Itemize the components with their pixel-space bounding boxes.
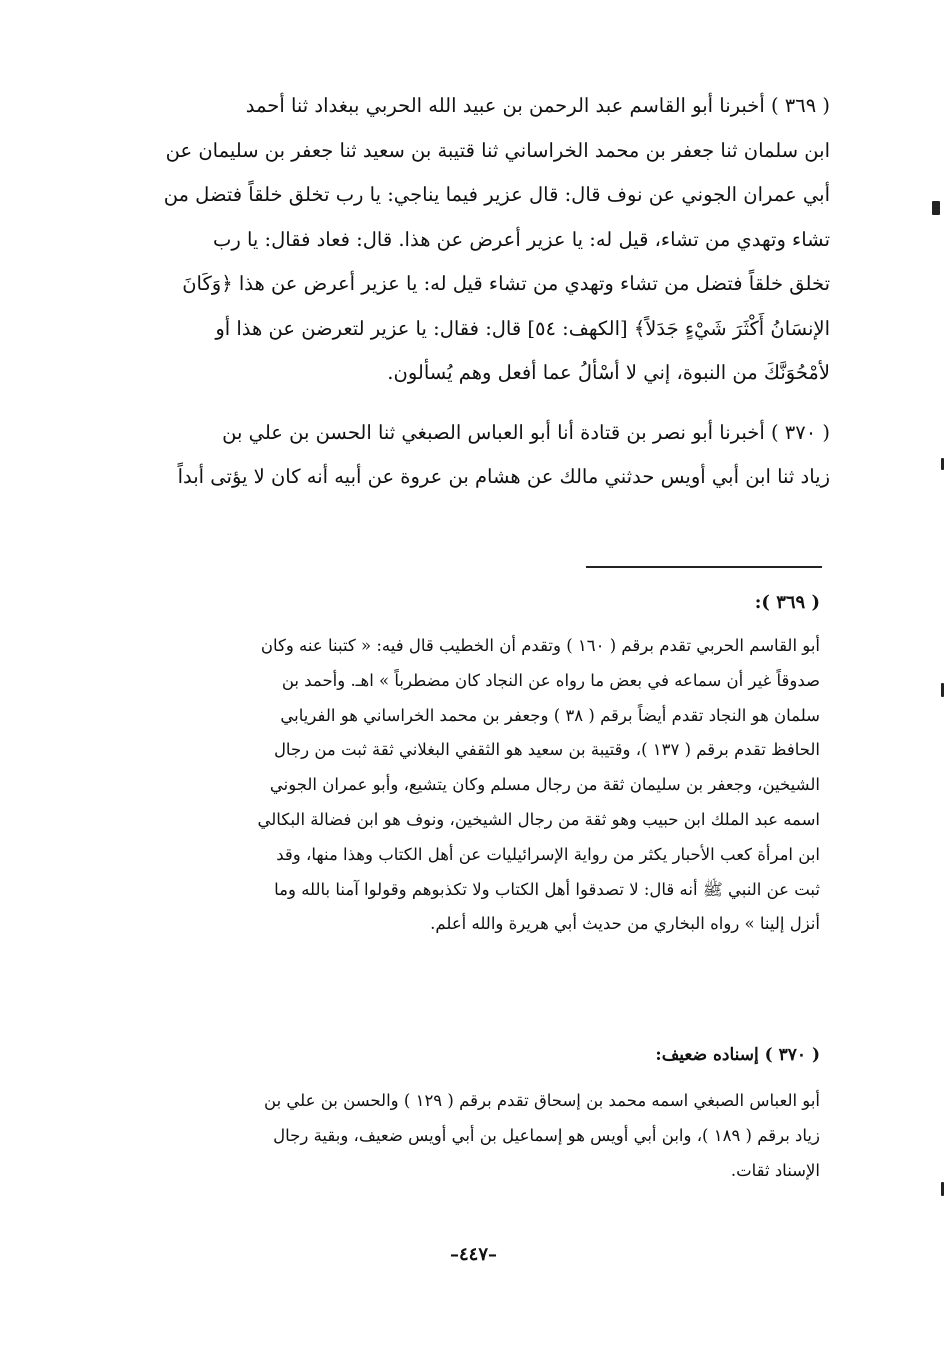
scan-mark [941, 683, 944, 697]
scan-mark [932, 201, 940, 215]
text-line: تشاء وتهدي من تشاء، قيل له: يا عزير أعرض عن هذا. قال: فعاد فقال: يا رب [212, 227, 830, 251]
footnote-line: أنزل إلينا » رواه البخاري من حديث أبي هريرة والله أعلم. [430, 914, 820, 934]
footnote-370 [110, 1084, 820, 1188]
text-line: لأمْحُوَنَّكَ من النبوة، إني لا أسْألُ عما أفعل وهم يُسألون. [387, 361, 830, 384]
footnote-heading-369: ( ٣٦٩ ): [754, 592, 820, 613]
footnote-line: زياد برقم ( ١٨٩ )، وابن أبي أويس هو إسماعيل بن أبي أويس ضعيف، وبقية رجال [273, 1125, 820, 1145]
footnote-line: ثبت عن النبي ﷺ أنه قال: لا تصدقوا أهل الكتاب ولا تكذبوهم وقولوا آمنا بالله وما [274, 879, 820, 899]
footnote-heading-370: ( ٣٧٠ ) إسناده ضعيف: [655, 1045, 820, 1065]
text-line: ابن سلمان ثنا جعفر بن محمد الخراساني ثنا قتيبة بن سعيد ثنا جعفر بن سليمان عن [165, 138, 830, 162]
footnote-line: الشيخين، وجعفر بن سليمان ثقة من رجال مسلم وكان يتشيع، وأبو عمران الجوني [269, 775, 820, 795]
scan-mark [941, 1182, 944, 1196]
text-line: زياد ثنا ابن أبي أويس حدثني مالك عن هشام بن عروة عن أبيه أنه كان لا يؤتى أبداً [177, 465, 830, 488]
footnote-line: الإسناد ثقات. [730, 1160, 820, 1180]
footnote-line: الحافظ تقدم برقم ( ١٣٧ )، وقتيبة بن سعيد هو الثقفي البغلاني ثقة ثبت من رجال [273, 740, 820, 760]
text-line: الإنسَانُ أَكْثَرَ شَيْءٍ جَدَلاً﴾ [الكهف: ٥٤] قال: فقال: يا عزير لتعرضن عن هذا أو [215, 316, 830, 340]
footnote-line: صدوقاً غير أن سماعه في بعض ما رواه عن النجاد كان مضطرباً » اهـ. وأحمد بن [281, 670, 820, 690]
footnote-369 [110, 629, 820, 942]
footnote-line: ابن امرأة كعب الأحبار يكثر من رواية الإسرائيليات عن أهل الكتاب وهذا منها، وقد [276, 844, 820, 864]
footnote-line: سلمان هو النجاد تقدم أيضاً برقم ( ٣٨ ) وجعفر بن محمد الخراساني هو الفريابي [280, 705, 820, 725]
hadith-370 [110, 411, 830, 500]
text-line: ( ٣٦٩ ) أخبرنا أبو القاسم عبد الرحمن بن عبيد الله الحربي ببغداد ثنا أحمد [245, 94, 830, 117]
hadith-369 [110, 84, 830, 396]
footnote-line: اسمه عبد الملك ابن حبيب وهو ثقة من رجال الشيخين، ونوف هو ابن فضالة البكالي [257, 809, 820, 829]
footnote-line: أبو العباس الصبغي اسمه محمد بن إسحاق تقدم برقم ( ١٢٩ ) والحسن بن علي بن [264, 1091, 820, 1110]
footnote-line: أبو القاسم الحربي تقدم برقم ( ١٦٠ ) وتقدم أن الخطيب قال فيه: « كتبنا عنه وكان [260, 636, 820, 655]
footnote-divider [586, 566, 822, 568]
scan-mark [941, 458, 944, 470]
text-line: ( ٣٧٠ ) أخبرنا أبو نصر بن قتادة أنا أبو العباس الصبغي ثنا الحسن بن علي بن [222, 420, 830, 444]
text-line: أبي عمران الجوني عن نوف قال: قال عزير فيما يناجي: يا رب تخلق خلقاً فتضل من [163, 183, 830, 206]
main-text [110, 84, 830, 515]
page-number: –٤٤٧– [449, 1244, 497, 1265]
text-line: تخلق خلقاً فتضل من تشاء وتهدي من تشاء قيل له: يا عزير أعرض عن هذا ﴿وَكَانَ [182, 272, 830, 295]
